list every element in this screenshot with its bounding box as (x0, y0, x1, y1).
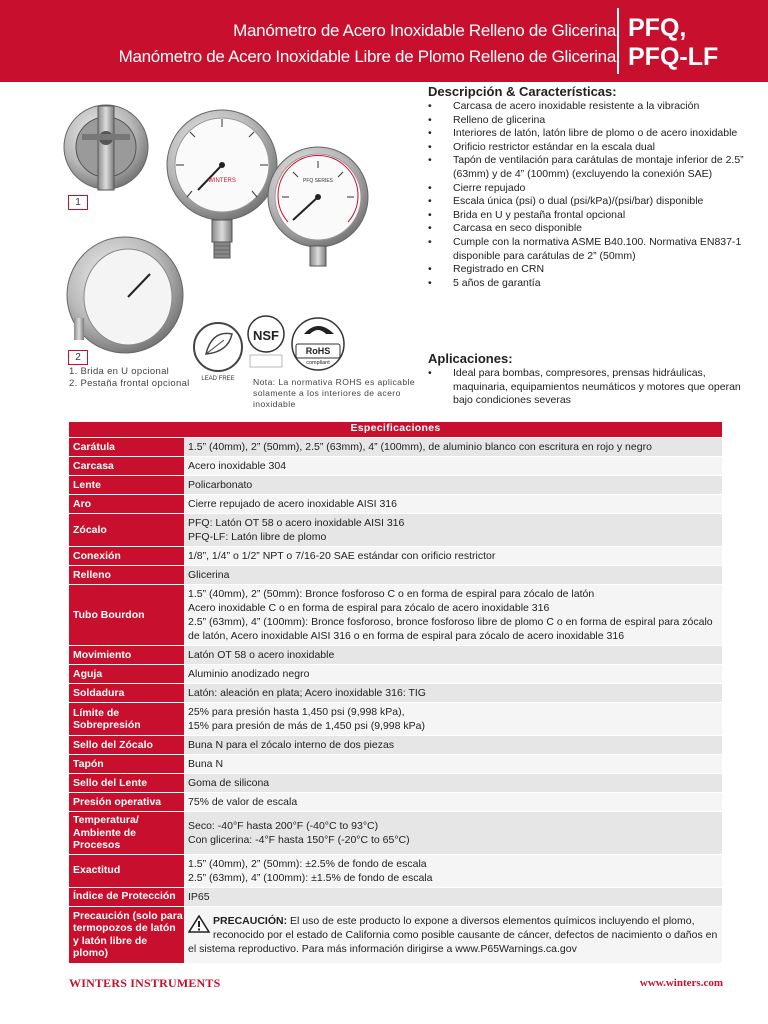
spec-value (184, 585, 722, 645)
spec-row (69, 792, 722, 811)
spec-value (184, 774, 722, 792)
gauge-with-u-clamp (64, 105, 148, 190)
applications-title: Aplicaciones: (428, 351, 513, 366)
option-note-2: 2. Pestaña frontal opcional (69, 378, 190, 389)
gauge-series-label: PFQ SERIES (302, 178, 334, 184)
spec-label: Índice de Protección (69, 888, 184, 906)
spec-value-line: 1.5” (40mm), 2” (50mm), 2.5” (63mm), 4” (100mm), de aluminio blanco con escritura en rojo y negro (188, 441, 652, 453)
rohs-label: RoHS (305, 346, 331, 356)
spec-value-line: Con glicerina: -4°F hasta 150°F (-20°C to 65°C) (188, 833, 410, 846)
spec-value (184, 566, 722, 584)
spec-row (69, 887, 722, 906)
option-notes (69, 366, 190, 390)
spec-value (184, 646, 722, 664)
spec-row (69, 811, 722, 854)
feature-item: • Orificio restrictor estándar en la escala dual (428, 141, 758, 155)
spec-value (184, 665, 722, 683)
spec-label: Límite de Sobrepresión (69, 703, 184, 735)
spec-value-line: PFQ-LF: Latón libre de plomo (188, 531, 327, 543)
spec-row (69, 565, 722, 584)
spec-label: Tubo Bourdon (69, 585, 184, 645)
spec-value-line: IP65 (188, 890, 210, 903)
spec-value-line: 25% para presión hasta 1,450 psi (9,998 kPa), (188, 706, 405, 718)
feature-item: • Escala única (psi) o dual (psi/kPa)/(psi/bar) disponible (428, 195, 758, 209)
spec-label: Conexión (69, 547, 184, 565)
spec-value-line: Aluminio anodizado negro (188, 668, 310, 680)
rohs-compliant-label: compliant (306, 360, 330, 366)
spec-label: Presión operativa (69, 793, 184, 811)
model-code (628, 14, 718, 72)
feature-item: • Registrado en CRN (428, 263, 758, 277)
spec-value-line: 1.5” (40mm), 2” (50mm): Bronce fosforoso C o en forma de espiral para zócalo de latón (188, 588, 595, 600)
spec-row (69, 475, 722, 494)
spec-label: Aro (69, 495, 184, 513)
feature-item: • Interiores de latón, latón libre de plomo o de acero inoxidable (428, 127, 758, 141)
spec-value-line: Latón OT 58 o acero inoxidable (188, 649, 335, 661)
applications-list (428, 367, 758, 408)
spec-value (184, 793, 722, 811)
product-title (60, 18, 616, 70)
feature-item: • Cierre repujado (428, 182, 758, 196)
spec-row (69, 456, 722, 475)
callout-2: 2 (68, 350, 88, 365)
spec-value-line: Glicerina (188, 569, 230, 581)
spec-value (184, 888, 722, 906)
gauge-bottom-mount-large (167, 110, 277, 258)
feature-item: • Relleno de glicerina (428, 114, 758, 128)
spec-label: Zócalo (69, 514, 184, 546)
spec-row (69, 546, 722, 565)
spec-row (69, 773, 722, 792)
spec-value (184, 855, 722, 887)
nsf-badge (248, 316, 284, 367)
spec-row (69, 494, 722, 513)
feature-item: • Tapón de ventilación para carátulas de montaje inferior de 2.5” (63mm) y de 4” (100mm) (excluyendo la conexión SAE) (428, 154, 758, 181)
nsf-label: NSF (253, 328, 279, 343)
option-note-1: 1. Brida en U opcional (69, 366, 170, 377)
spec-value (184, 812, 722, 854)
spec-row (69, 437, 722, 456)
spec-label: Precaución (solo para termopozos de latón y latón libre de plomo) (69, 907, 184, 963)
spec-value (184, 684, 722, 702)
footer-company: WINTERS INSTRUMENTS (69, 976, 221, 990)
title-line-2: Manómetro de Acero Inoxidable Libre de Plomo Relleno de Glicerina (118, 47, 616, 66)
caution-text (188, 914, 718, 956)
spec-value (184, 755, 722, 773)
spec-label: Movimiento (69, 646, 184, 664)
footer-website[interactable]: www.winters.com (639, 977, 723, 989)
applications-section (428, 351, 758, 408)
model-line-1: PFQ, (628, 14, 687, 42)
gauge-with-front-flange (67, 237, 183, 353)
spec-value-line: Goma de silicona (188, 777, 270, 789)
spec-value-line: PFQ: Latón OT 58 o acero inoxidable AISI 316 (188, 517, 405, 529)
feature-list (428, 100, 758, 290)
spec-label: Tapón (69, 755, 184, 773)
spec-value-line: Acero inoxidable 304 (188, 460, 287, 472)
title-line-1: Manómetro de Acero Inoxidable Relleno de Glicerina (233, 21, 616, 40)
spec-value (184, 514, 722, 546)
spec-value (184, 495, 722, 513)
spec-value-line: Buna N para el zócalo interno de dos piezas (188, 739, 395, 751)
spec-value (184, 703, 722, 735)
spec-label: Sello del Zócalo (69, 736, 184, 754)
spec-label: Carátula (69, 438, 184, 456)
caution-row (69, 906, 722, 963)
spec-value-line: Cierre repujado de acero inoxidable AISI 316 (188, 498, 397, 510)
spec-label: Lente (69, 476, 184, 494)
spec-value (184, 736, 722, 754)
description-title: Descripción & Características: (428, 84, 617, 99)
spec-row (69, 664, 722, 683)
gauge-dual-scale (268, 147, 368, 266)
spec-row (69, 854, 722, 887)
spec-row (69, 645, 722, 664)
lead-free-label: LEAD FREE (201, 376, 235, 382)
spec-value-line: Latón: aleación en plata; Acero inoxidable 316: TIG (188, 687, 426, 699)
spec-row (69, 584, 722, 645)
spec-label: Sello del Lente (69, 774, 184, 792)
spec-row (69, 683, 722, 702)
spec-value (184, 547, 722, 565)
spec-label: Soldadura (69, 684, 184, 702)
specifications-table (69, 422, 722, 963)
spec-value-line: Buna N (188, 758, 224, 770)
feature-item: • Cumple con la normativa ASME B40.100. Normativa EN837-1 disponible para carátulas de 2” (50mm) (428, 236, 758, 263)
specifications-title: Especificaciones (69, 422, 722, 437)
spec-value-line: Seco: -40°F hasta 200°F (-40°C to 93°C) (188, 819, 379, 832)
spec-row (69, 513, 722, 546)
header-bar (0, 0, 768, 82)
spec-label: Carcasa (69, 457, 184, 475)
spec-value-line: 15% para presión de más de 1,450 psi (9,998 kPa) (188, 720, 425, 732)
lead-free-badge (194, 323, 242, 382)
title-divider (617, 8, 619, 74)
application-item: • Ideal para bombas, compresores, prensas hidráulicas, maquinaria, equipamientos neumáticos y motores que operan bajo condiciones severas (428, 367, 758, 408)
spec-value-line: 75% de valor de escala (188, 796, 298, 808)
feature-item: • Carcasa de acero inoxidable resistente a la vibración (428, 100, 758, 114)
rohs-note: Nota: La normativa ROHS es aplicable solamente a los interiores de acero inoxidable (253, 377, 415, 409)
spec-label: Temperatura/ Ambiente de Procesos (69, 812, 184, 854)
rohs-badge (292, 318, 344, 370)
spec-label: Exactitud (69, 855, 184, 887)
spec-row (69, 735, 722, 754)
spec-row (69, 702, 722, 735)
description-section (428, 84, 758, 290)
spec-label: Relleno (69, 566, 184, 584)
spec-label: Aguja (69, 665, 184, 683)
product-images (0, 82, 428, 417)
caution-heading: PRECAUCIÓN: (213, 914, 288, 927)
spec-value-line: Policarbonato (188, 479, 253, 491)
caution-value (184, 907, 722, 963)
warning-icon (188, 915, 210, 933)
gauge-brand-label: WINTERS (208, 178, 236, 184)
spec-value-line: 2.5” (63mm), 4” (100mm): Bronce fosforoso, bronce fosforoso libre de plomo C o en forma de espiral para zócalo de latón, Acero inoxidable AISI 316 o en forma de espiral para zócalo de acero inoxidable 316 (188, 616, 713, 642)
feature-item: • 5 años de garantía (428, 277, 758, 291)
spec-value-line: Acero inoxidable C o en forma de espiral para zócalo de acero inoxidable 316 (188, 602, 550, 614)
feature-item: • Brida en U y pestaña frontal opcional (428, 209, 758, 223)
spec-value-line: 1.5” (40mm), 2” (50mm): ±2.5% de fondo de escala (188, 857, 427, 870)
spec-value (184, 457, 722, 475)
spec-value (184, 438, 722, 456)
spec-row (69, 754, 722, 773)
spec-rows (69, 437, 722, 906)
caution-body: El uso de este producto lo expone a diversos elementos químicos incluyendo el plomo, reconocido por el estado de California como posible causante de cáncer, defectos de nacimiento o daños en el sistema reproductivo. Para más información dirigirse a www.P65Warnings.ca.gov (188, 914, 718, 955)
callout-1: 1 (68, 195, 88, 210)
spec-value-line: 2.5” (63mm), 4” (100mm): ±1.5% de fondo de escala (188, 871, 433, 884)
gauge-photos (0, 82, 428, 417)
model-line-2: PFQ-LF (628, 43, 719, 71)
spec-value-line: 1/8”, 1/4” o 1/2” NPT o 7/16-20 SAE estándar con orificio restrictor (188, 550, 496, 562)
spec-value (184, 476, 722, 494)
feature-item: • Carcasa en seco disponible (428, 222, 758, 236)
